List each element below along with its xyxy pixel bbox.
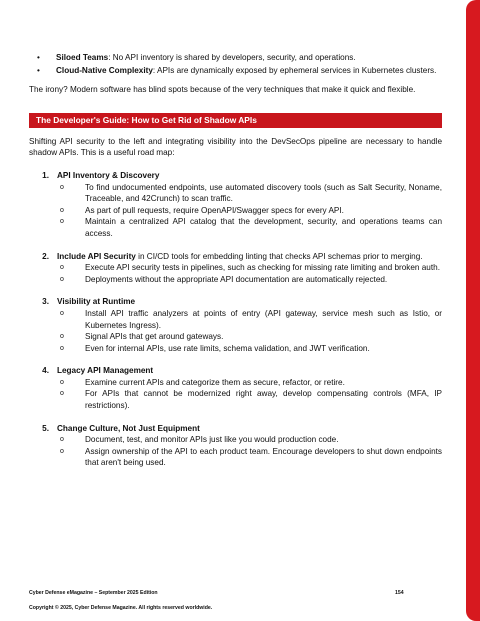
bullet-text: : APIs are dynamically exposed by ephemeral services in Kubernetes clusters.	[152, 65, 437, 75]
sub-item	[29, 216, 442, 239]
sub-bullet-icon: o	[60, 309, 64, 317]
section-heading: The Developer's Guide: How to Get Rid of Shadow APIs	[29, 113, 442, 128]
sub-text: Install API traffic analyzers at points of entry (API gateway, service mesh such as Istio, or Kubernetes Ingress).	[85, 308, 442, 330]
sub-bullet-icon: o	[60, 275, 64, 283]
footer-copyright: Copyright © 2025, Cyber Defense Magazine. All rights reserved worldwide.	[29, 605, 213, 611]
bullet-icon: •	[37, 65, 40, 75]
sub-text: As part of pull requests, require OpenAPI/Swagger specs for every API.	[85, 205, 344, 215]
sub-bullet-icon: o	[60, 206, 64, 214]
step-title: Visibility at Runtime	[57, 297, 136, 307]
sub-bullet-icon: o	[60, 436, 64, 444]
footer-edition: Cyber Defense eMagazine – September 2025 Edition	[29, 590, 158, 596]
sub-text: Maintain a centralized API catalog that the development, security, and operations teams can access.	[85, 217, 442, 238]
sub-item	[29, 205, 442, 217]
steps-list	[29, 170, 442, 469]
article-body	[29, 52, 442, 480]
sub-item	[29, 182, 442, 205]
step-number: 5.	[42, 423, 49, 433]
sub-bullet-icon: o	[60, 378, 64, 386]
sub-text: Assign ownership of the API to each product team. Encourage developers to shut down endpoints that aren't being used.	[85, 446, 442, 468]
sub-item	[29, 343, 442, 355]
sub-bullet-icon: o	[60, 344, 64, 352]
sub-item	[29, 434, 442, 446]
step-title: Legacy API Management	[57, 366, 154, 376]
step-title: API Inventory & Discovery	[57, 170, 160, 180]
bullet-item	[29, 52, 442, 64]
step-rest: in CI/CD tools for embedding linting that checks API schemas prior to merging.	[135, 251, 423, 261]
step-heading	[29, 170, 442, 182]
step-number: 4.	[42, 366, 49, 376]
step-title: Change Culture, Not Just Equipment	[57, 423, 200, 433]
sub-text: Signal APIs that get around gateways.	[85, 332, 224, 342]
step-number: 1.	[42, 170, 49, 180]
sub-bullet-icon: o	[60, 447, 64, 455]
sub-text: Deployments without the appropriate API documentation are automatically rejected.	[85, 274, 388, 284]
sub-item	[29, 274, 442, 286]
step-number: 3.	[42, 297, 49, 307]
intro-paragraph: Shifting API security to the left and integrating visibility into the DevSecOps pipeline are necessary to handle shadow APIs. This is a useful road map:	[29, 136, 442, 158]
bullet-bold: Siloed Teams	[56, 53, 109, 62]
red-page-edge	[466, 0, 480, 621]
sub-bullet-icon: o	[60, 264, 64, 272]
step-item	[29, 170, 442, 240]
sub-bullet-icon: o	[60, 333, 64, 341]
step-item	[29, 423, 442, 469]
bullet-text: : No API inventory is shared by developers, security, and operations.	[108, 53, 356, 62]
sub-text: To find undocumented endpoints, use automated discovery tools (such as Salt Security, Noname, Traceable, and 42Crunch) to scan traffic.	[85, 182, 442, 204]
step-item	[29, 251, 442, 286]
sub-text: Even for internal APIs, use rate limits, schema validation, and JWT verification.	[85, 343, 370, 353]
step-heading	[29, 251, 442, 263]
sub-bullet-icon: o	[60, 218, 64, 226]
sub-text: Document, test, and monitor APIs just like you would production code.	[85, 435, 339, 445]
step-item	[29, 296, 442, 354]
sub-bullet-icon: o	[60, 183, 64, 191]
sub-item	[29, 331, 442, 343]
sub-item	[29, 388, 442, 411]
step-heading	[29, 296, 442, 308]
step-title: Include API Security	[57, 251, 136, 261]
step-number: 2.	[42, 251, 49, 261]
bullet-item	[29, 65, 442, 77]
page-footer	[29, 590, 442, 612]
step-heading	[29, 423, 442, 435]
sub-text: Examine current APIs and categorize them as secure, refactor, or retire.	[85, 377, 345, 387]
page-number: 154	[395, 590, 404, 596]
sub-bullet-icon: o	[60, 390, 64, 398]
bullet-icon: •	[37, 53, 40, 62]
bullet-bold: Cloud-Native Complexity	[56, 65, 153, 75]
sub-text: Execute API security tests in pipelines, such as checking for missing rate limiting and broken auth.	[85, 263, 440, 273]
step-item	[29, 365, 442, 411]
sub-item	[29, 446, 442, 469]
irony-paragraph: The irony? Modern software has blind spots because of the very techniques that make it quick and flexible.	[29, 85, 416, 95]
sub-text: For APIs that cannot be modernized right away, develop compensating controls (MFA, IP restrictions).	[85, 389, 442, 411]
sub-item	[29, 308, 442, 331]
step-heading	[29, 365, 442, 377]
sub-item	[29, 262, 442, 274]
sub-item	[29, 377, 442, 389]
